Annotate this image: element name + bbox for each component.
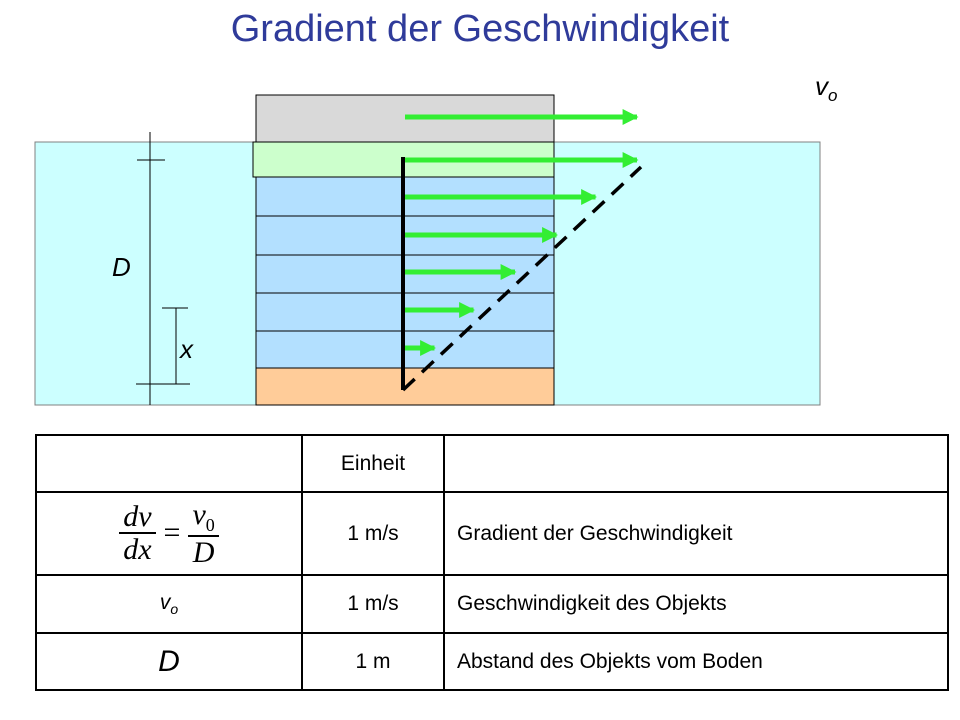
symbol-D: D bbox=[158, 644, 180, 678]
page-title: Gradient der Geschwindigkeit bbox=[230, 8, 730, 50]
unit-cell: 1 m bbox=[302, 633, 444, 690]
table-row bbox=[36, 492, 948, 575]
formula-equals: = bbox=[163, 516, 181, 550]
formula-rhs-denominator: D bbox=[192, 535, 215, 569]
description-cell: Abstand des Objekts vom Boden bbox=[444, 633, 948, 690]
header-cell-unit: Einheit bbox=[302, 435, 444, 492]
formula-rhs-numerator: $v_0$ bbox=[188, 499, 218, 537]
formula-lhs-numerator: dv bbox=[119, 501, 155, 535]
header-cell-symbol bbox=[36, 435, 302, 492]
quantities-table bbox=[35, 434, 949, 691]
label-vo: $v_o$ bbox=[815, 71, 838, 105]
table-row bbox=[36, 633, 948, 690]
header-cell-description bbox=[444, 435, 948, 492]
description-cell: Gradient der Geschwindigkeit bbox=[444, 492, 948, 575]
label-x: x bbox=[180, 334, 193, 364]
formula-lhs-denominator: dx bbox=[123, 533, 152, 567]
label-D: D bbox=[112, 252, 131, 282]
symbol-cell bbox=[36, 633, 302, 690]
unit-cell: 1 m/s bbox=[302, 492, 444, 575]
table-header-row bbox=[36, 435, 948, 492]
unit-cell: 1 m/s bbox=[302, 575, 444, 633]
formula-cell bbox=[36, 492, 302, 575]
description-cell: Geschwindigkeit des Objekts bbox=[444, 575, 948, 633]
symbol-cell bbox=[36, 575, 302, 633]
table-row bbox=[36, 575, 948, 633]
symbol-vo: $v_o$ bbox=[159, 590, 179, 618]
gradient-formula bbox=[119, 499, 219, 568]
